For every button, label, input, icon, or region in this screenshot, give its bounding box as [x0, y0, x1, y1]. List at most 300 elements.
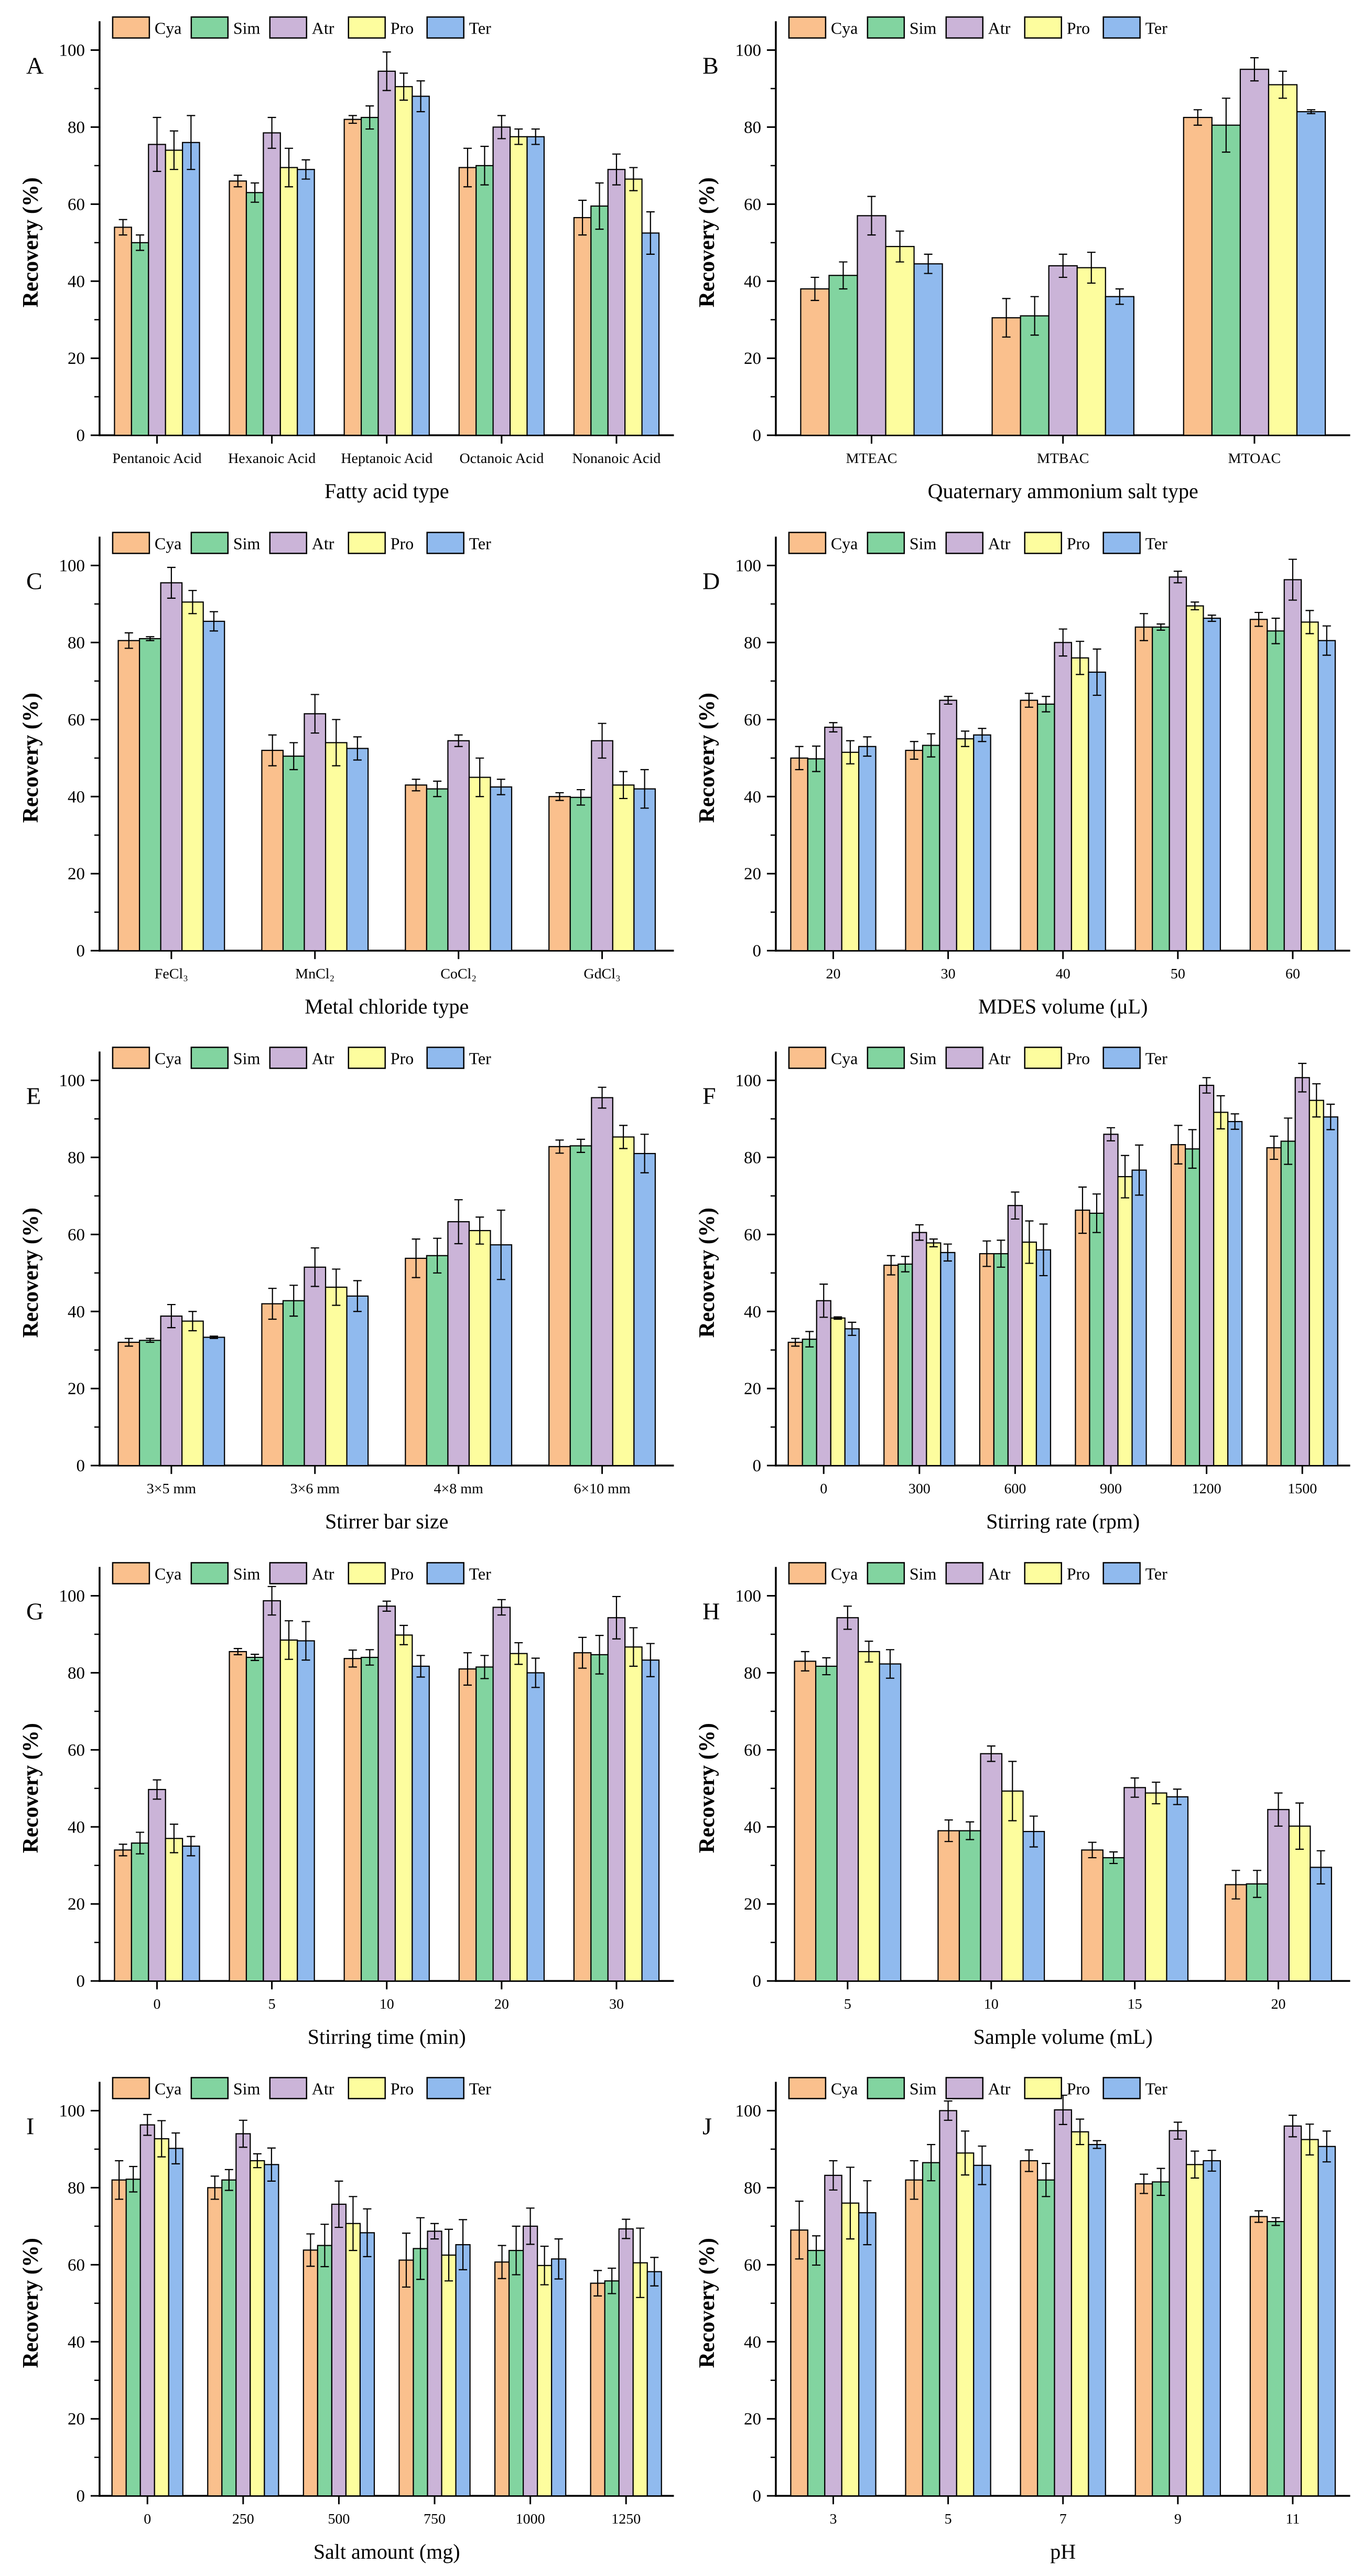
x-tick-label: FeCl₃	[154, 965, 188, 982]
legend-swatch-atr	[946, 532, 982, 553]
bar-cya-1	[230, 181, 246, 435]
bar-ter-5	[647, 2272, 662, 2496]
x-tick-label: MTOAC	[1228, 450, 1281, 467]
y-tick-label: 100	[59, 1071, 85, 1091]
bar-sim-0	[132, 1843, 148, 1981]
bar-cya-0	[794, 1661, 816, 1981]
x-tick-label: 30	[940, 965, 956, 982]
legend-label-ter: Ter	[1145, 1049, 1167, 1068]
legend-swatch-sim	[867, 1562, 904, 1583]
legend-label-sim: Sim	[909, 1049, 936, 1068]
bar-atr-4	[523, 2226, 537, 2496]
x-tick-label: 10	[379, 1996, 394, 2012]
x-axis-title: Stirring rate (rpm)	[986, 1510, 1140, 1534]
legend-swatch-sim	[191, 17, 228, 38]
panel-C-chart	[0, 515, 676, 1031]
bar-sim-5	[1281, 1141, 1295, 1466]
bar-pro-3	[1118, 1177, 1132, 1465]
bar-ter-2	[412, 1666, 429, 1981]
legend-label-atr: Atr	[988, 19, 1010, 38]
bar-pro-2	[395, 87, 412, 435]
y-tick-label: 20	[743, 1894, 761, 1914]
x-axis-title: Salt amount (mg)	[313, 2540, 460, 2564]
legend-label-ter: Ter	[1145, 534, 1167, 553]
bar-ter-2	[1088, 672, 1105, 951]
bar-cya-4	[574, 1653, 591, 1981]
legend-swatch-ter	[1103, 17, 1140, 38]
bar-pro-4	[537, 2266, 551, 2496]
bar-pro-0	[841, 2203, 858, 2496]
bar-atr-1	[912, 1233, 926, 1466]
legend-swatch-cya	[113, 2078, 149, 2099]
legend-swatch-atr	[946, 2078, 982, 2099]
y-tick-label: 100	[59, 1587, 85, 1606]
bar-pro-4	[1301, 2140, 1318, 2496]
bar-ter-4	[551, 2259, 566, 2496]
bar-pro-0	[841, 752, 858, 950]
bar-ter-1	[974, 735, 990, 950]
bar-pro-0	[182, 1321, 203, 1466]
legend-label-ter: Ter	[469, 1565, 491, 1583]
bar-pro-1	[1077, 268, 1105, 436]
bar-atr-2	[332, 2204, 346, 2496]
legend-swatch-cya	[113, 532, 149, 553]
bar-atr-4	[608, 1618, 625, 1981]
bar-sim-1	[246, 192, 263, 435]
bar-ter-0	[859, 746, 875, 950]
bar-cya-1	[884, 1265, 898, 1465]
legend-label-atr: Atr	[311, 1049, 334, 1068]
bar-pro-3	[613, 1137, 634, 1466]
bar-pro-1	[280, 168, 297, 436]
y-tick-label: 0	[752, 1457, 761, 1476]
bar-pro-0	[858, 1652, 880, 1981]
bar-atr-5	[1295, 1077, 1309, 1465]
legend-label-sim: Sim	[233, 19, 261, 38]
legend-label-sim: Sim	[909, 19, 936, 38]
bar-cya-0	[788, 1342, 802, 1465]
legend-label-sim: Sim	[233, 534, 261, 553]
y-tick-label: 0	[752, 2487, 761, 2506]
y-tick-label: 0	[76, 2487, 85, 2506]
bar-cya-2	[1081, 1850, 1103, 1981]
bar-pro-3	[510, 137, 527, 435]
bar-atr-4	[608, 169, 625, 435]
bar-cya-3	[1075, 1210, 1089, 1465]
x-axis-title: Stirring time (min)	[307, 2024, 466, 2049]
y-tick-label: 100	[59, 556, 85, 576]
bar-atr-1	[304, 714, 326, 951]
bar-ter-2	[360, 2233, 374, 2496]
bar-atr-0	[816, 1301, 830, 1465]
y-axis-title: Recovery (%)	[18, 177, 43, 308]
bar-ter-0	[914, 264, 942, 435]
bar-atr-3	[591, 1098, 613, 1466]
y-tick-label: 20	[67, 864, 85, 883]
bar-cya-4	[1171, 1145, 1185, 1465]
bar-ter-2	[1036, 1250, 1050, 1465]
bar-sim-0	[807, 759, 824, 951]
panel-D-chart	[676, 515, 1352, 1031]
legend-swatch-pro	[349, 1562, 385, 1583]
bar-pro-3	[1186, 606, 1203, 951]
bar-ter-1	[347, 748, 369, 951]
bar-sim-2	[318, 2246, 332, 2496]
x-tick-label: CoCl₂	[440, 965, 477, 982]
x-tick-label: 6×10 mm	[574, 1481, 631, 1497]
bar-cya-5	[591, 2283, 605, 2496]
y-tick-label: 80	[743, 2179, 761, 2198]
bar-ter-3	[1203, 2161, 1220, 2496]
panel-C	[0, 515, 676, 1031]
bar-pro-0	[182, 602, 203, 951]
x-tick-label: 11	[1285, 2511, 1300, 2528]
panel-J	[676, 2061, 1352, 2576]
bar-pro-2	[1071, 658, 1088, 950]
bar-cya-2	[344, 1658, 361, 1981]
bar-cya-0	[114, 1850, 131, 1981]
bar-cya-1	[262, 750, 283, 951]
x-tick-label: 1500	[1287, 1481, 1317, 1497]
y-tick-label: 40	[67, 1818, 85, 1837]
bar-pro-0	[166, 150, 182, 435]
legend-label-sim: Sim	[909, 534, 936, 553]
bar-sim-1	[222, 2180, 236, 2496]
legend-swatch-sim	[867, 1048, 904, 1069]
bar-cya-2	[979, 1254, 993, 1465]
legend-swatch-pro	[349, 532, 385, 553]
bar-atr-2	[448, 1222, 469, 1465]
x-tick-label: 7	[1059, 2511, 1067, 2528]
bar-cya-1	[905, 750, 922, 951]
bar-sim-3	[413, 2249, 427, 2496]
x-tick-label: 50	[1170, 965, 1185, 982]
y-tick-label: 40	[743, 272, 761, 292]
bar-sim-1	[283, 1301, 305, 1465]
bar-cya-0	[801, 289, 829, 435]
bar-pro-4	[1214, 1113, 1228, 1466]
y-tick-label: 60	[743, 1225, 761, 1245]
bar-sim-0	[139, 1341, 161, 1466]
bar-cya-2	[344, 120, 361, 435]
bar-atr-3	[591, 740, 613, 950]
bar-pro-1	[326, 1287, 347, 1465]
bar-sim-2	[361, 1657, 378, 1981]
bar-atr-3	[1268, 1809, 1289, 1981]
legend-swatch-pro	[1024, 1562, 1061, 1583]
x-tick-label: 3×5 mm	[146, 1481, 196, 1497]
bar-pro-0	[166, 1838, 182, 1981]
y-tick-label: 60	[67, 710, 85, 729]
panel-letter: B	[702, 52, 719, 79]
bar-sim-4	[591, 206, 608, 435]
x-tick-label: 4×8 mm	[434, 1481, 483, 1497]
panel-B	[676, 0, 1352, 515]
legend-label-ter: Ter	[1145, 2079, 1167, 2098]
bar-cya-4	[1250, 2217, 1267, 2496]
y-tick-label: 40	[67, 2333, 85, 2352]
bar-atr-1	[1048, 266, 1077, 435]
bar-ter-3	[1203, 618, 1220, 951]
y-tick-label: 80	[67, 2179, 85, 2198]
legend-label-atr: Atr	[311, 19, 334, 38]
bar-pro-3	[510, 1653, 527, 1981]
bar-sim-0	[816, 1666, 837, 1981]
bar-sim-3	[1089, 1213, 1104, 1465]
bar-ter-0	[182, 143, 199, 435]
y-tick-label: 80	[67, 1664, 85, 1683]
panel-A-chart	[0, 0, 676, 515]
legend-swatch-ter	[1103, 2078, 1140, 2099]
bar-pro-3	[442, 2255, 456, 2496]
legend-swatch-pro	[1024, 2078, 1061, 2099]
y-axis-title: Recovery (%)	[695, 1208, 719, 1338]
panel-letter: D	[702, 567, 720, 595]
legend-swatch-ter	[1103, 1048, 1140, 1069]
bar-cya-3	[549, 1147, 570, 1465]
x-axis-title: MDES volume (μL)	[978, 994, 1148, 1018]
bar-sim-0	[802, 1339, 816, 1465]
legend-label-sim: Sim	[233, 1565, 261, 1583]
panel-H	[676, 1546, 1352, 2061]
bar-atr-1	[236, 2134, 250, 2496]
y-tick-label: 20	[743, 349, 761, 369]
y-tick-label: 60	[743, 710, 761, 729]
bar-cya-1	[230, 1652, 246, 1981]
bar-cya-0	[791, 2230, 807, 2496]
y-tick-label: 80	[743, 633, 761, 652]
bar-cya-0	[118, 1342, 140, 1465]
y-tick-label: 20	[743, 1379, 761, 1399]
y-tick-label: 0	[76, 941, 85, 961]
panel-letter: F	[702, 1082, 716, 1109]
bar-pro-2	[346, 2224, 360, 2496]
bar-cya-0	[112, 2180, 126, 2496]
y-tick-label: 0	[76, 1457, 85, 1476]
bar-ter-0	[203, 621, 225, 951]
bar-pro-4	[1301, 622, 1318, 951]
bar-cya-3	[459, 1669, 476, 1981]
legend-label-cya: Cya	[830, 534, 858, 553]
x-tick-label: Nonanoic Acid	[572, 450, 661, 467]
bar-ter-0	[203, 1338, 225, 1466]
legend-swatch-cya	[788, 1048, 825, 1069]
bar-sim-1	[283, 756, 305, 951]
bar-sim-0	[126, 2180, 140, 2496]
x-tick-label: 900	[1099, 1481, 1122, 1497]
bar-cya-1	[938, 1830, 959, 1981]
bar-sim-1	[898, 1264, 912, 1465]
y-tick-label: 0	[752, 426, 761, 446]
bar-sim-1	[922, 745, 939, 951]
bar-atr-1	[263, 133, 280, 435]
legend-swatch-cya	[788, 532, 825, 553]
bar-pro-1	[326, 742, 347, 951]
legend-swatch-cya	[113, 1048, 149, 1069]
bar-sim-4	[591, 1655, 608, 1981]
bar-cya-2	[304, 2250, 318, 2496]
bar-cya-1	[905, 2180, 922, 2496]
bar-sim-3	[570, 797, 592, 950]
legend-swatch-atr	[270, 532, 307, 553]
bar-pro-0	[155, 2139, 169, 2496]
legend-swatch-atr	[946, 1562, 982, 1583]
legend-label-cya: Cya	[830, 2079, 858, 2098]
panel-D	[676, 515, 1352, 1031]
legend-swatch-ter	[427, 532, 464, 553]
bar-cya-1	[208, 2188, 222, 2496]
y-tick-label: 80	[67, 118, 85, 137]
x-axis-title: Fatty acid type	[324, 479, 449, 503]
x-tick-label: 60	[1285, 965, 1300, 982]
y-tick-label: 0	[752, 941, 761, 961]
legend-label-cya: Cya	[830, 1565, 858, 1583]
legend-swatch-pro	[349, 1048, 385, 1069]
bar-sim-2	[427, 1256, 448, 1465]
bar-cya-0	[791, 758, 807, 950]
bar-sim-2	[1212, 125, 1240, 435]
bar-ter-4	[642, 1660, 659, 1981]
x-tick-label: 20	[825, 965, 840, 982]
bar-pro-1	[956, 2153, 973, 2496]
y-tick-label: 100	[59, 41, 85, 60]
y-tick-label: 60	[743, 2256, 761, 2275]
bar-atr-3	[1169, 2131, 1186, 2496]
y-tick-label: 100	[734, 1587, 761, 1606]
bar-sim-5	[605, 2281, 619, 2496]
y-axis-title: Recovery (%)	[695, 2238, 719, 2368]
bar-ter-2	[1296, 112, 1325, 435]
y-tick-label: 40	[743, 787, 761, 806]
legend-label-atr: Atr	[311, 534, 334, 553]
legend-swatch-atr	[270, 1562, 307, 1583]
bar-atr-2	[448, 740, 469, 950]
x-tick-label: 5	[843, 1996, 851, 2012]
x-axis-title: Sample volume (mL)	[973, 2024, 1153, 2049]
bar-ter-3	[1132, 1170, 1146, 1466]
y-tick-label: 80	[743, 1148, 761, 1168]
bar-atr-3	[1169, 577, 1186, 951]
y-tick-label: 20	[67, 2410, 85, 2429]
bar-sim-0	[807, 2251, 824, 2496]
legend-label-cya: Cya	[830, 1049, 858, 1068]
bar-cya-0	[118, 640, 140, 950]
bar-cya-1	[262, 1304, 283, 1466]
bar-sim-3	[476, 166, 493, 435]
y-tick-label: 60	[743, 195, 761, 214]
bar-atr-0	[825, 727, 841, 951]
bar-sim-3	[1152, 627, 1169, 951]
legend-label-sim: Sim	[233, 1049, 261, 1068]
y-tick-label: 100	[734, 1071, 761, 1091]
panel-H-chart	[676, 1546, 1352, 2061]
legend-label-sim: Sim	[233, 2079, 261, 2098]
bar-atr-0	[857, 215, 885, 435]
bar-pro-2	[1268, 85, 1296, 436]
x-tick-label: 30	[609, 1996, 624, 2012]
panel-letter: I	[26, 2112, 35, 2140]
x-tick-label: 10	[983, 1996, 999, 2012]
bar-ter-4	[1318, 2147, 1335, 2496]
bar-sim-0	[132, 243, 148, 435]
bar-pro-3	[613, 785, 634, 951]
x-tick-label: 250	[232, 2511, 254, 2528]
bar-ter-3	[634, 789, 655, 951]
y-tick-label: 80	[67, 1148, 85, 1168]
bar-ter-2	[412, 96, 429, 436]
x-tick-label: Octanoic Acid	[459, 450, 544, 467]
panel-letter: J	[702, 2112, 712, 2140]
bar-sim-1	[959, 1830, 980, 1981]
x-tick-label: 9	[1174, 2511, 1182, 2528]
bar-ter-0	[169, 2149, 183, 2496]
legend-swatch-sim	[867, 17, 904, 38]
legend-label-ter: Ter	[469, 1049, 491, 1068]
legend-label-ter: Ter	[469, 19, 491, 38]
y-tick-label: 20	[743, 2410, 761, 2429]
bar-sim-2	[1037, 704, 1054, 951]
bar-pro-0	[830, 1318, 845, 1465]
x-tick-label: Pentanoic Acid	[112, 450, 202, 467]
x-tick-label: 500	[328, 2511, 350, 2528]
legend-label-pro: Pro	[1066, 1565, 1090, 1583]
x-tick-label: 5	[268, 1996, 276, 2012]
bar-sim-4	[1267, 631, 1284, 951]
legend-label-atr: Atr	[988, 534, 1010, 553]
panel-G-chart	[0, 1546, 676, 2061]
x-tick-label: 40	[1055, 965, 1070, 982]
bar-sim-2	[361, 117, 378, 435]
bar-atr-0	[148, 1790, 165, 1981]
bar-pro-1	[956, 739, 973, 951]
bar-atr-5	[619, 2229, 633, 2496]
legend-swatch-atr	[270, 17, 307, 38]
legend-swatch-ter	[427, 2078, 464, 2099]
legend-swatch-sim	[867, 2078, 904, 2099]
x-tick-label: 3×6 mm	[290, 1481, 340, 1497]
bar-atr-1	[939, 700, 956, 951]
bar-cya-3	[1135, 627, 1152, 951]
legend-swatch-ter	[427, 17, 464, 38]
bar-ter-0	[182, 1846, 199, 1981]
bar-atr-3	[1104, 1134, 1118, 1465]
bar-ter-5	[1323, 1117, 1337, 1465]
legend-swatch-atr	[270, 1048, 307, 1069]
legend-label-pro: Pro	[390, 2079, 414, 2098]
legend-swatch-sim	[191, 2078, 228, 2099]
panel-letter: E	[26, 1082, 41, 1109]
legend-label-cya: Cya	[154, 19, 182, 38]
bar-ter-1	[297, 1641, 314, 1981]
bar-atr-4	[1284, 2126, 1301, 2496]
bar-sim-4	[1185, 1149, 1199, 1465]
bar-atr-0	[825, 2175, 841, 2496]
panel-J-chart	[676, 2061, 1352, 2576]
bar-atr-2	[378, 71, 395, 435]
bar-cya-4	[574, 218, 591, 435]
bar-sim-2	[1037, 2180, 1054, 2496]
bar-pro-0	[885, 246, 914, 435]
bar-ter-2	[1166, 1797, 1188, 1981]
legend-label-cya: Cya	[154, 2079, 182, 2098]
bar-sim-2	[1102, 1858, 1124, 1981]
bar-cya-2	[1020, 2161, 1037, 2496]
bar-atr-4	[1284, 579, 1301, 951]
bar-cya-4	[1250, 619, 1267, 951]
legend-label-cya: Cya	[154, 1565, 182, 1583]
panel-E	[0, 1030, 676, 1546]
bar-atr-1	[304, 1267, 326, 1465]
